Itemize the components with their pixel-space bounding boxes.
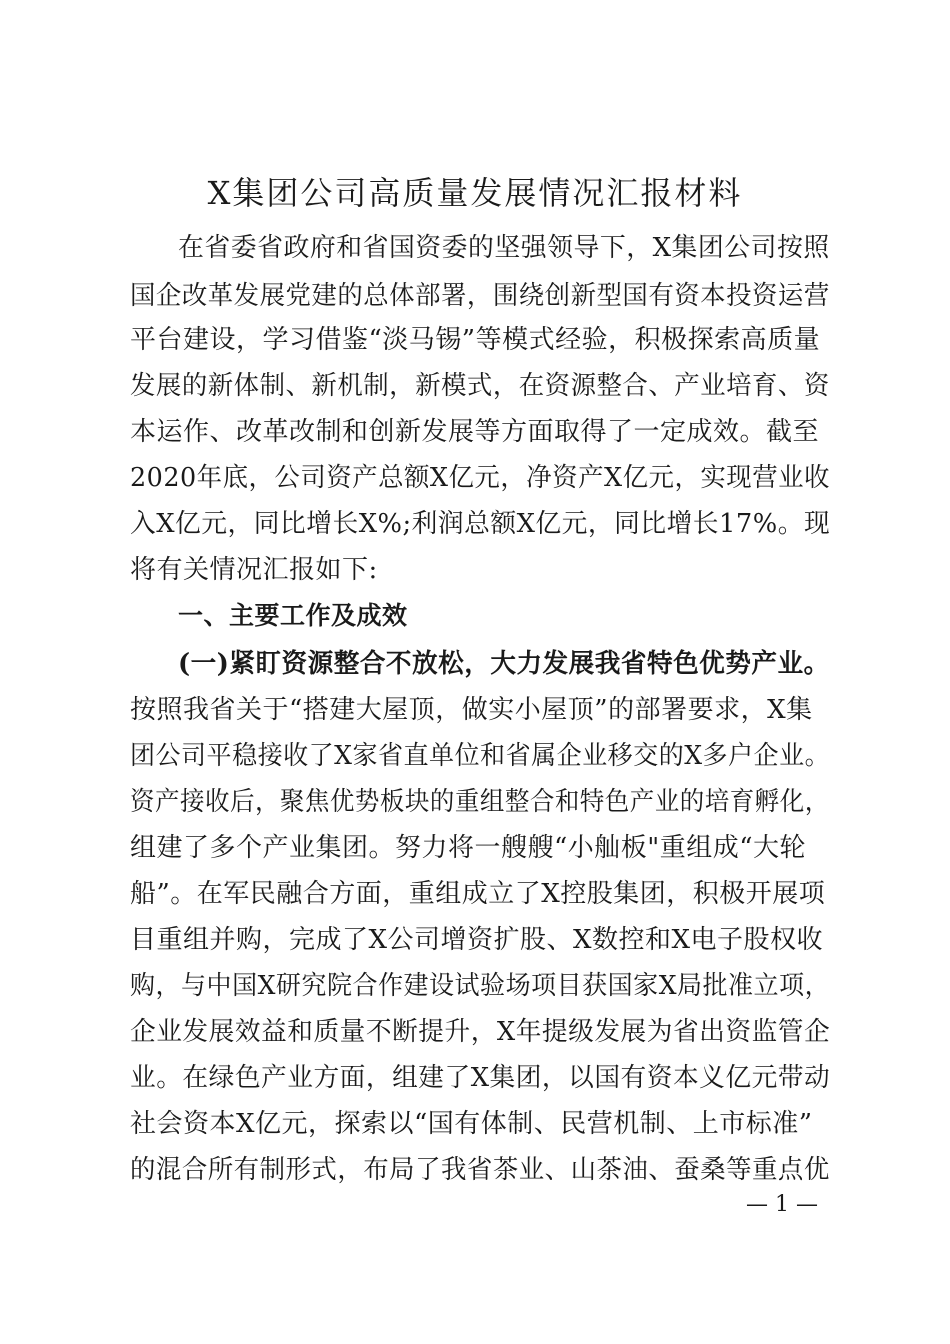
paragraph-line: 将有关情况汇报如下: <box>130 555 378 585</box>
document-title: X集团公司高质量发展情况汇报材料 <box>207 174 743 212</box>
paragraph-line: 企业发展效益和质量不断提升，X年提级发展为省出资监管企 <box>130 1017 831 1047</box>
paragraph-line: 按照我省关于“搭建大屋顶，做实小屋顶”的部署要求，X集 <box>130 695 813 725</box>
subsection-heading: (一)紧盯资源整合不放松，大力发展我省特色优势产业。 <box>178 649 830 679</box>
paragraph-line: 组建了多个产业集团。努力将一艘艘“小舢板"重组成“大轮 <box>130 833 807 863</box>
paragraph-line: 团公司平稳接收了X家省直单位和省属企业移交的X多户企业。 <box>130 741 831 771</box>
paragraph-line: 资产接收后，聚焦优势板块的重组整合和特色产业的培育孵化， <box>130 787 830 817</box>
paragraph-line: 发展的新体制、新机制，新模式，在资源整合、产业培育、资 <box>130 371 830 401</box>
page-number: — 1 — <box>746 1192 818 1217</box>
section-heading: 一、主要工作及成效 <box>178 601 408 630</box>
paragraph-line: 入X亿元，同比增长X%;利润总额X亿元，同比增长17%。现 <box>130 509 831 539</box>
paragraph-line: 的混合所有制形式，布局了我省茶业、山茶油、蚕桑等重点优 <box>130 1155 830 1185</box>
paragraph-line: 业。在绿色产业方面，组建了X集团，以国有资本义亿元带动 <box>130 1063 831 1093</box>
paragraph-line: 平台建设，学习借鉴“淡马锡”等模式经验，积极探索高质量 <box>130 325 821 355</box>
paragraph-line: 购，与中国X研究院合作建设试验场项目获国家X局批准立项， <box>130 971 831 1001</box>
paragraph-line: 2020年底，公司资产总额X亿元，净资产X亿元，实现营业收 <box>130 463 830 493</box>
paragraph-line: 在省委省政府和省国资委的坚强领导下，X集团公司按照 <box>178 233 830 263</box>
paragraph-line: 国企改革发展党建的总体部署，围绕创新型国有资本投资运营 <box>130 281 830 311</box>
paragraph-line: 社会资本X亿元，探索以“国有体制、民营机制、上市标准” <box>130 1109 813 1139</box>
paragraph-line: 目重组并购，完成了X公司增资扩股、X数控和X电子股权收 <box>130 925 824 955</box>
paragraph-line: 船”。在军民融合方面，重组成立了X控股集团，积极开展项 <box>130 879 826 909</box>
paragraph-line: 本运作、改革改制和创新发展等方面取得了一定成效。截至 <box>130 417 820 447</box>
